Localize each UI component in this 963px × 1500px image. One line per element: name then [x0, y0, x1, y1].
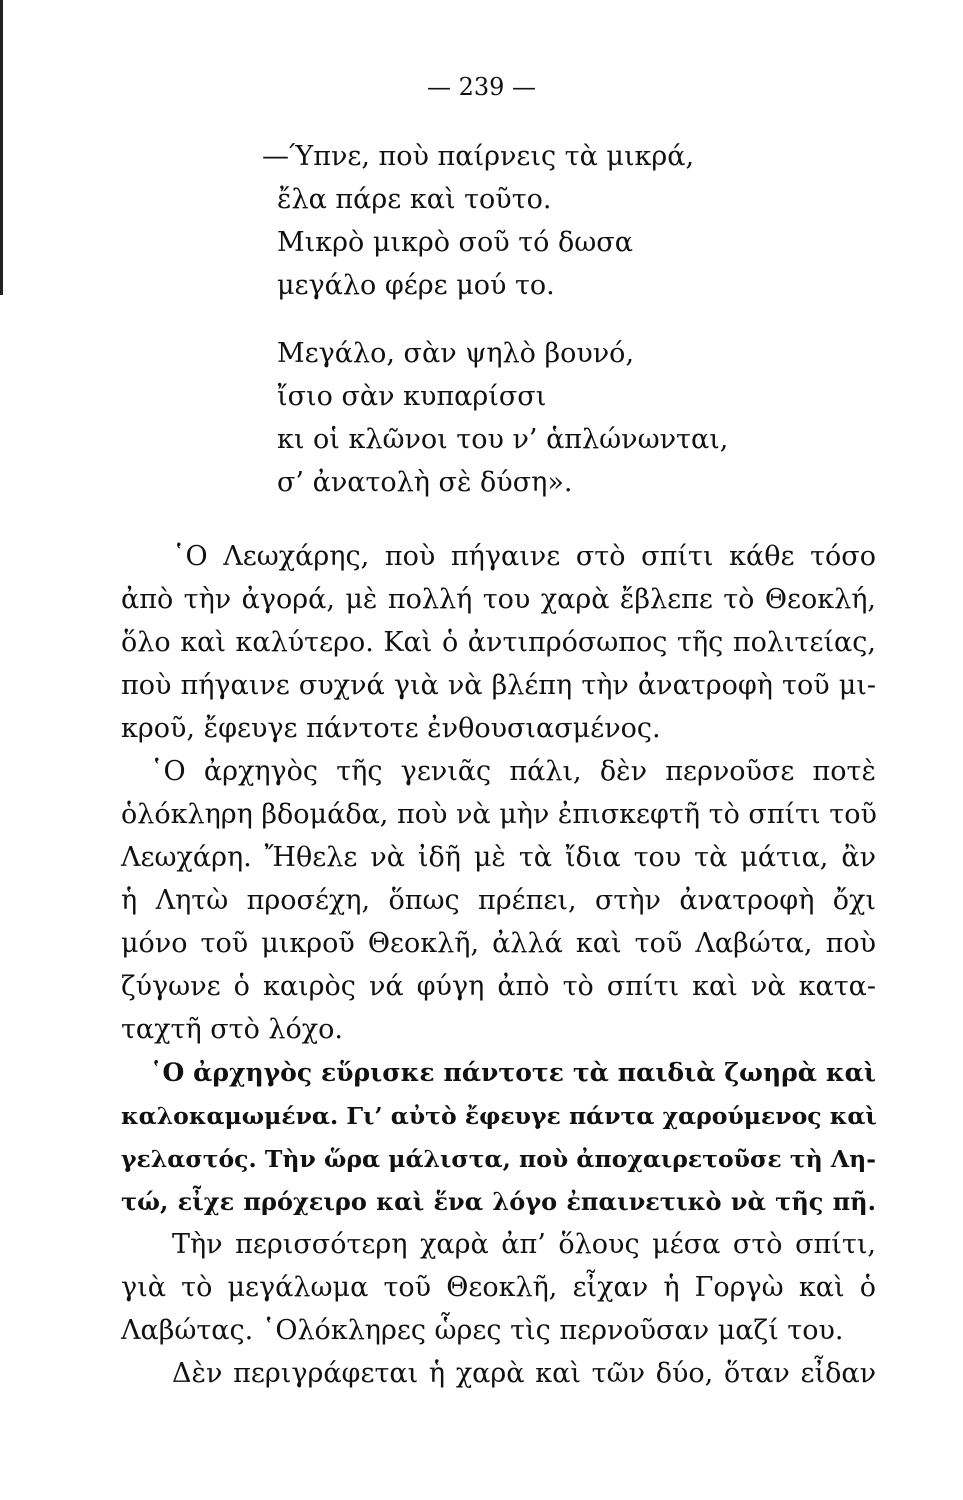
poem-line: σ’ ἀνατολὴ σὲ δύση». — [277, 467, 573, 498]
prose-line: καλοκαμωμένα. Γι’ αὐτὸ ἔφευγε πάντα χαρούμενος καὶ — [121, 1102, 877, 1130]
poem-line: ἴσιο σὰν κυπαρίσσι — [277, 381, 547, 412]
poem-line: —Ύπνε, ποὺ παίρνεις τὰ μικρά, — [262, 141, 695, 172]
prose-line: ἀπὸ τὴν ἀγορά, μὲ πολλή του χαρὰ ἔβλεπε τὸ Θεοκλή, — [121, 584, 876, 615]
poem-line: ἔλα πάρε καὶ τοῦτο. — [277, 184, 552, 215]
prose-line: ῾Ο Λεωχάρης, ποὺ πήγαινε στὸ σπίτι κάθε τόσο — [172, 541, 876, 572]
prose-line: ταχτῆ στὸ λόχο. — [121, 1014, 343, 1045]
prose-line: Λεωχάρη. Ἤθελε νὰ ἰδῆ μὲ τὰ ἴδια του τὰ μάτια, ἂν — [121, 842, 876, 873]
prose-line: ὁλόκληρη βδομάδα, ποὺ νὰ μὴν ἐπισκεφτῆ τὸ σπίτι τοῦ — [121, 799, 877, 830]
poem-line: μεγάλο φέρε μού το. — [277, 270, 555, 301]
poem-line: Μικρὸ μικρὸ σοῦ τό δωσα — [277, 227, 633, 258]
prose-line: μόνο τοῦ μικροῦ Θεοκλῆ, ἀλλά καὶ τοῦ Λαβώτα, ποὺ — [121, 928, 876, 959]
prose-line: ῾Ο ἀρχηγὸς τῆς γενιᾶς πάλι, δὲν περνοῦσε ποτὲ — [150, 756, 876, 787]
prose-line: Τὴν περισσότερη χαρὰ ἀπ’ ὅλους μέσα στὸ σπίτι, — [172, 1229, 876, 1260]
poem-line: κι οἱ κλῶνοι του ν’ ἁπλώνωνται, — [277, 424, 729, 455]
prose-line: γελαστός. Τὴν ὥρα μάλιστα, ποὺ ἀποχαιρετοῦσε τὴ Λη- — [121, 1145, 876, 1173]
prose-line: ὅλο καὶ καλύτερο. Καὶ ὁ ἀντιπρόσωπος τῆς πολιτείας, — [121, 627, 876, 658]
binding-edge — [0, 0, 3, 295]
prose-line: κροῦ, ἔφευγε πάντοτε ἐνθουσιασμένος. — [121, 713, 661, 744]
poem-line: Μεγάλο, σὰν ψηλὸ βουνό, — [277, 338, 635, 369]
prose-line: γιὰ τὸ μεγάλωμα τοῦ Θεοκλῆ, εἶχαν ἡ Γοργὼ καὶ ὁ — [121, 1272, 876, 1303]
prose-line: ῾Ο ἀρχηγὸς εὕρισκε πάντοτε τὰ παιδιὰ ζωηρὰ καὶ — [150, 1058, 876, 1087]
prose-line: Λαβώτας. ῾Ολόκληρες ὧρες τὶς περνοῦσαν μαζί του. — [121, 1315, 844, 1346]
prose-line: ἡ Λητὼ προσέχη, ὅπως πρέπει, στὴν ἀνατροφὴ ὄχι — [121, 885, 876, 916]
prose-line: Δὲν περιγράφεται ἡ χαρὰ καὶ τῶν δύο, ὅταν εἶδαν — [172, 1358, 876, 1389]
page-number: — 239 — — [426, 73, 537, 101]
prose-line: τώ, εἶχε πρόχειρο καὶ ἕνα λόγο ἐπαινετικὸ νὰ τῆς πῆ. — [121, 1187, 876, 1216]
prose-line: ποὺ πήγαινε συχνά γιὰ νὰ βλέπη τὴν ἀνατροφὴ τοῦ μι- — [121, 670, 876, 701]
prose-line: ζύγωνε ὁ καιρὸς νά φύγη ἀπὸ τὸ σπίτι καὶ νὰ κατα- — [121, 971, 876, 1002]
